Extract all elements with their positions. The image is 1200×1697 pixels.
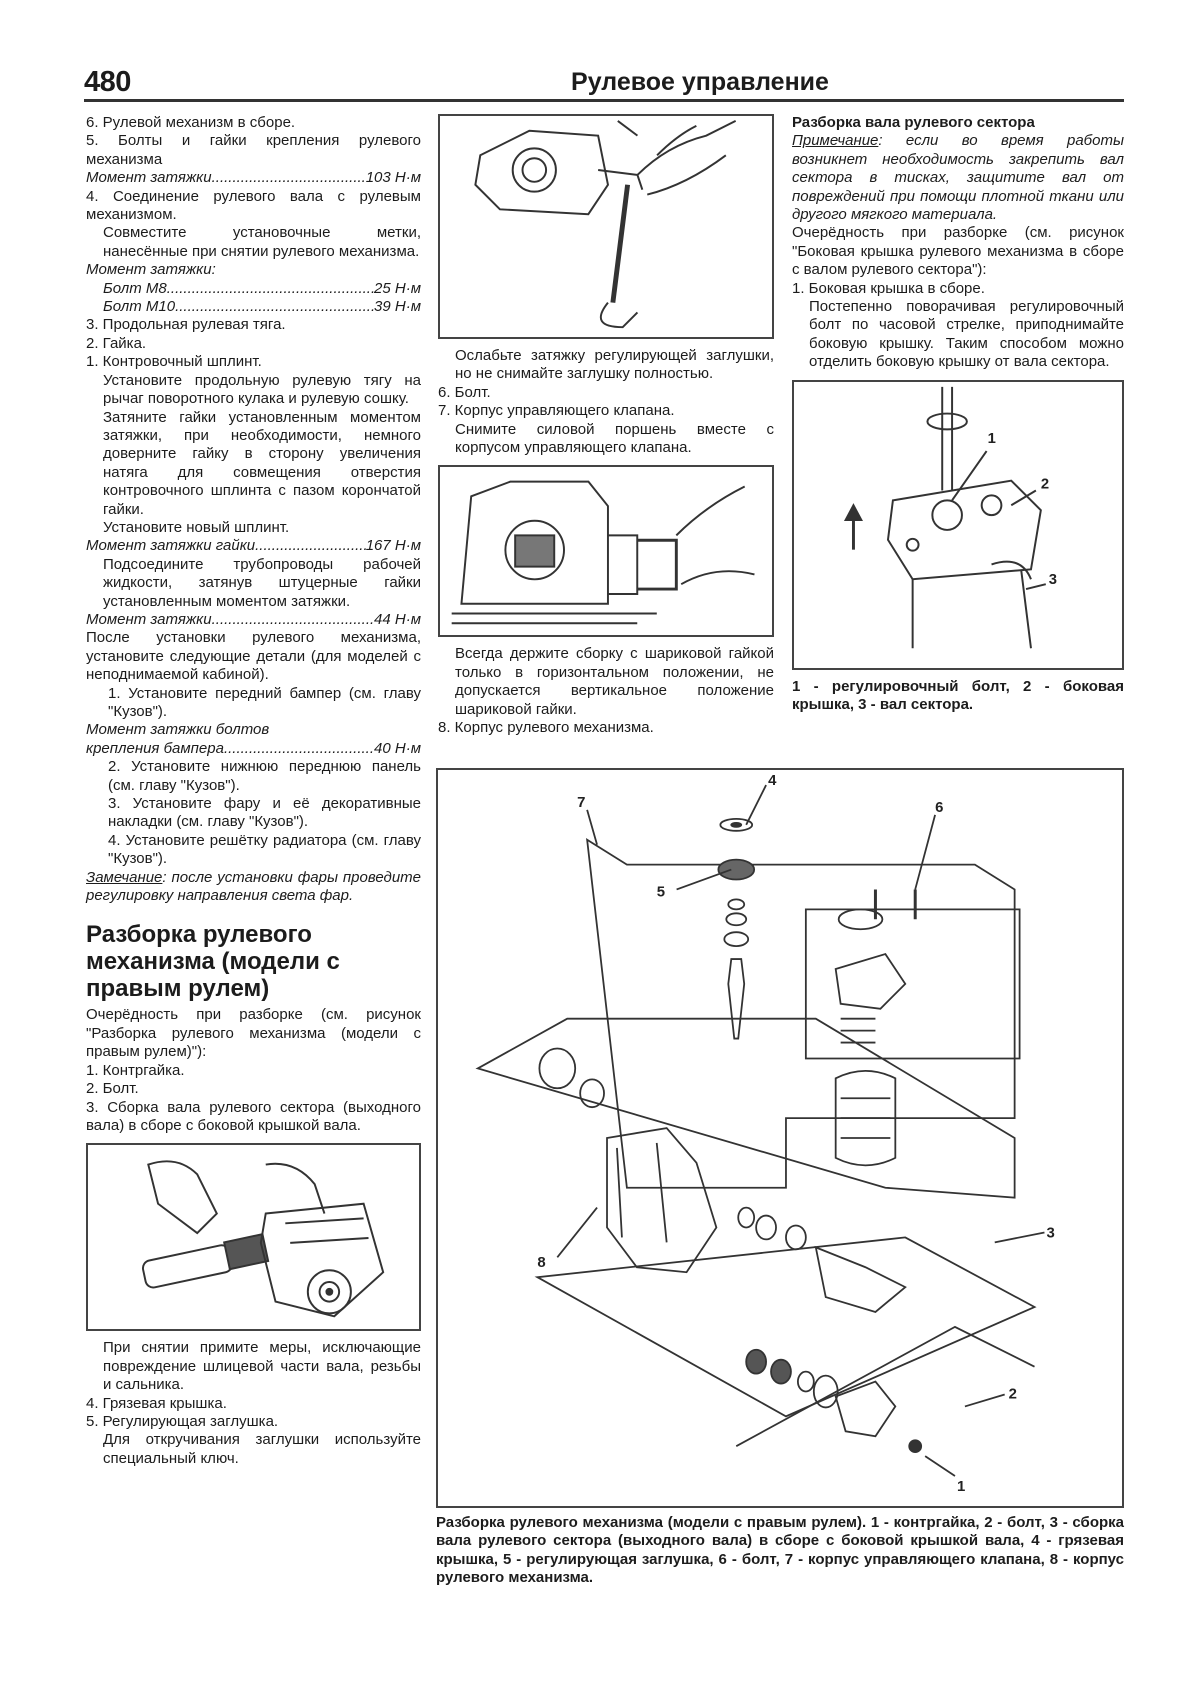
torque-label: крепления бампера — [86, 739, 224, 757]
middle-text-a — [438, 347, 774, 457]
paragraph: 2. Установите нижнюю переднюю панель (см. главу "Кузов"). — [108, 758, 421, 794]
figure-label-3: 3 — [1048, 571, 1057, 588]
middle-column — [438, 114, 774, 737]
torque-heading: Момент затяжки болтов — [86, 721, 270, 739]
paragraph: 1. Боковая крышка в сборе. — [792, 279, 985, 297]
torque-value: 167 Н·м — [365, 537, 421, 555]
torque-value: 44 Н·м — [374, 610, 421, 628]
leader-dots — [167, 280, 374, 298]
torque-spec — [86, 169, 421, 187]
paragraph: 4. Установите решётку радиатора (см. главу "Кузов"). — [108, 831, 421, 868]
torque-value: 25 Н·м — [374, 279, 421, 297]
subsection-heading: Разборка вала рулевого сектора — [792, 114, 1035, 131]
note-text: : если во время работы возникнет необходимость закрепить вал сектора в тисках, защитите вал от повреждений при помощи плотной ткани или другого мягкого материала. — [792, 132, 1124, 224]
figure-caption: 1 - регулировочный болт, 2 - боковая крышка, 3 - вал сектора. — [792, 677, 1124, 714]
figure-label-2: 2 — [1040, 476, 1050, 493]
torque-value: 39 Н·м — [374, 298, 421, 316]
left-text-top — [86, 114, 421, 1135]
paragraph: Совместите установочные метки, нанесённые при снятии рулевого механизма. — [103, 224, 421, 260]
paragraph: Постепенно поворачивая регулировочный болт по часовой стрелке, приподнимайте боковую крышку. Таким способом можно отделить боковую крышку от вала сектора. — [809, 298, 1124, 371]
paragraph: 1. Контровочный шплинт. — [86, 353, 262, 371]
middle-text-b — [438, 645, 774, 737]
paragraph: Затяните гайки установленным моментом затяжки, при необходимости, немного доверните гайку в сторону увеличения натяга для совмещения отверстия контровочного шплинта с пазом корончатой гайки. — [103, 408, 421, 518]
paragraph: Подсоедините трубопроводы рабочей жидкости, затянув штуцерные гайки установленным моментом затяжки. — [103, 555, 421, 610]
diagram-label-4: 4 — [768, 773, 777, 790]
paragraph: 3. Сборка вала рулевого сектора (выходного вала) в сборе с боковой крышкой вала. — [86, 1098, 421, 1134]
note-prefix: Примечание — [792, 132, 879, 150]
leader-dots — [212, 611, 374, 629]
section-heading: Разборка рулевого механизма (модели с правым рулем) — [86, 921, 340, 1003]
left-text-bottom — [86, 1339, 421, 1468]
leader-dots — [255, 537, 366, 555]
right-text-a — [792, 114, 1124, 372]
diagram-label-7: 7 — [577, 794, 586, 811]
leader-dots — [175, 298, 374, 316]
paragraph: Снимите силовой поршень вместе с корпусом управляющего клапана. — [455, 420, 774, 457]
diagram-label-8: 8 — [537, 1255, 546, 1272]
paragraph: 3. Установите фару и её декоративные накладки (см. главу "Кузов"). — [108, 795, 421, 831]
diagram-label-5: 5 — [656, 884, 666, 901]
paragraph: После установки рулевого механизма, установите следующие детали (для моделей с неподнимаемой кабиной). — [86, 629, 421, 684]
paragraph: Очерёдность при разборке (см. рисунок "Разборка рулевого механизма (модели с правым рулем)"): — [86, 1006, 421, 1061]
paragraph: 6. Рулевой механизм в сборе. — [86, 114, 296, 131]
diagram-label-6: 6 — [935, 799, 944, 816]
torque-label: Момент затяжки — [86, 610, 212, 628]
page-title: Рулевое управление — [571, 68, 829, 96]
leader-dots — [212, 169, 366, 187]
note-paragraph — [86, 869, 421, 906]
paragraph: 5. Болты и гайки крепления рулевого механизма — [86, 132, 421, 168]
diagram-label-1: 1 — [956, 1478, 966, 1495]
photo-removing-sector-shaft — [86, 1143, 421, 1331]
photo-loosening-adjusting-plug — [438, 114, 774, 339]
torque-label: Болт M8 — [103, 279, 167, 297]
torque-spec — [86, 537, 421, 555]
leader-dots — [224, 740, 374, 758]
paragraph: 7. Корпус управляющего клапана. — [438, 402, 675, 420]
torque-heading: Момент затяжки: — [86, 261, 216, 279]
paragraph: 1. Контргайка. — [86, 1061, 185, 1079]
torque-spec — [86, 298, 421, 316]
page-number: 480 — [84, 66, 131, 98]
torque-spec — [86, 740, 421, 758]
paragraph: Ослабьте затяжку регулирующей заглушки, но не снимайте заглушку полностью. — [455, 347, 774, 383]
right-column — [792, 114, 1124, 715]
paragraph: 2. Гайка. — [86, 334, 147, 352]
paragraph: Всегда держите сборку с шариковой гайкой только в горизонтальном положении, не допускается вертикальное положение шариковой гайки. — [455, 645, 774, 718]
paragraph: 2. Болт. — [86, 1080, 139, 1098]
paragraph: Для откручивания заглушки используйте специальный ключ. — [103, 1431, 421, 1467]
paragraph: 8. Корпус рулевого механизма. — [438, 719, 654, 737]
note-text: : после установки фары проведите регулировку направления света фар. — [86, 868, 421, 905]
torque-label: Момент затяжки гайки — [86, 537, 256, 555]
left-column — [86, 114, 421, 1468]
paragraph: 6. Болт. — [438, 383, 491, 401]
note-prefix: Замечание — [86, 868, 163, 886]
right-figure-caption — [792, 678, 1124, 715]
diagram-label-2: 2 — [1008, 1386, 1017, 1403]
header-divider — [84, 99, 1124, 102]
torque-spec — [86, 280, 421, 298]
exploded-diagram-steering-gear — [436, 768, 1124, 1508]
torque-value: 40 Н·м — [374, 739, 421, 757]
photo-removing-power-piston — [438, 465, 774, 637]
torque-label: Болт M10 — [103, 298, 176, 316]
paragraph: Установите продольную рулевую тягу на рычаг поворотного кулака и рулевую сошку. — [103, 371, 421, 408]
figure-side-cover-assembly — [792, 380, 1124, 670]
diagram-label-3: 3 — [1046, 1225, 1055, 1242]
torque-label: Момент затяжки — [86, 169, 212, 187]
figure-label-1: 1 — [987, 430, 996, 447]
paragraph: 4. Грязевая крышка. — [86, 1394, 227, 1412]
paragraph: Установите новый шплинт. — [103, 518, 290, 536]
paragraph: При снятии примите меры, исключающие повреждение шлицевой части вала, резьбы и сальника. — [103, 1339, 421, 1394]
torque-spec — [86, 611, 421, 629]
paragraph: 4. Соединение рулевого вала с рулевым механизмом. — [86, 187, 421, 224]
paragraph: 1. Установите передний бампер (см. главу "Кузов"). — [108, 684, 421, 720]
paragraph: Очерёдность при разборке (см. рисунок "Боковая крышка рулевого механизма в сборе с валом рулевого сектора"): — [792, 224, 1124, 279]
torque-value: 103 Н·м — [365, 169, 421, 187]
diagram-caption: Разборка рулевого механизма (модели с правым рулем). 1 - контргайка, 2 - болт, 3 - сборка вала рулевого сектора (выходного вала) в сборе с боковой крышкой вала, 4 - грязевая крышка, 5 - регулирующая заглушка, 6 - болт, 7 - корпус управляющего клапана, 8 - корпус рулевого механизма. — [436, 1514, 1124, 1587]
note-paragraph — [792, 132, 1124, 224]
paragraph: 5. Регулирующая заглушка. — [86, 1412, 279, 1430]
paragraph: 3. Продольная рулевая тяга. — [86, 316, 286, 334]
